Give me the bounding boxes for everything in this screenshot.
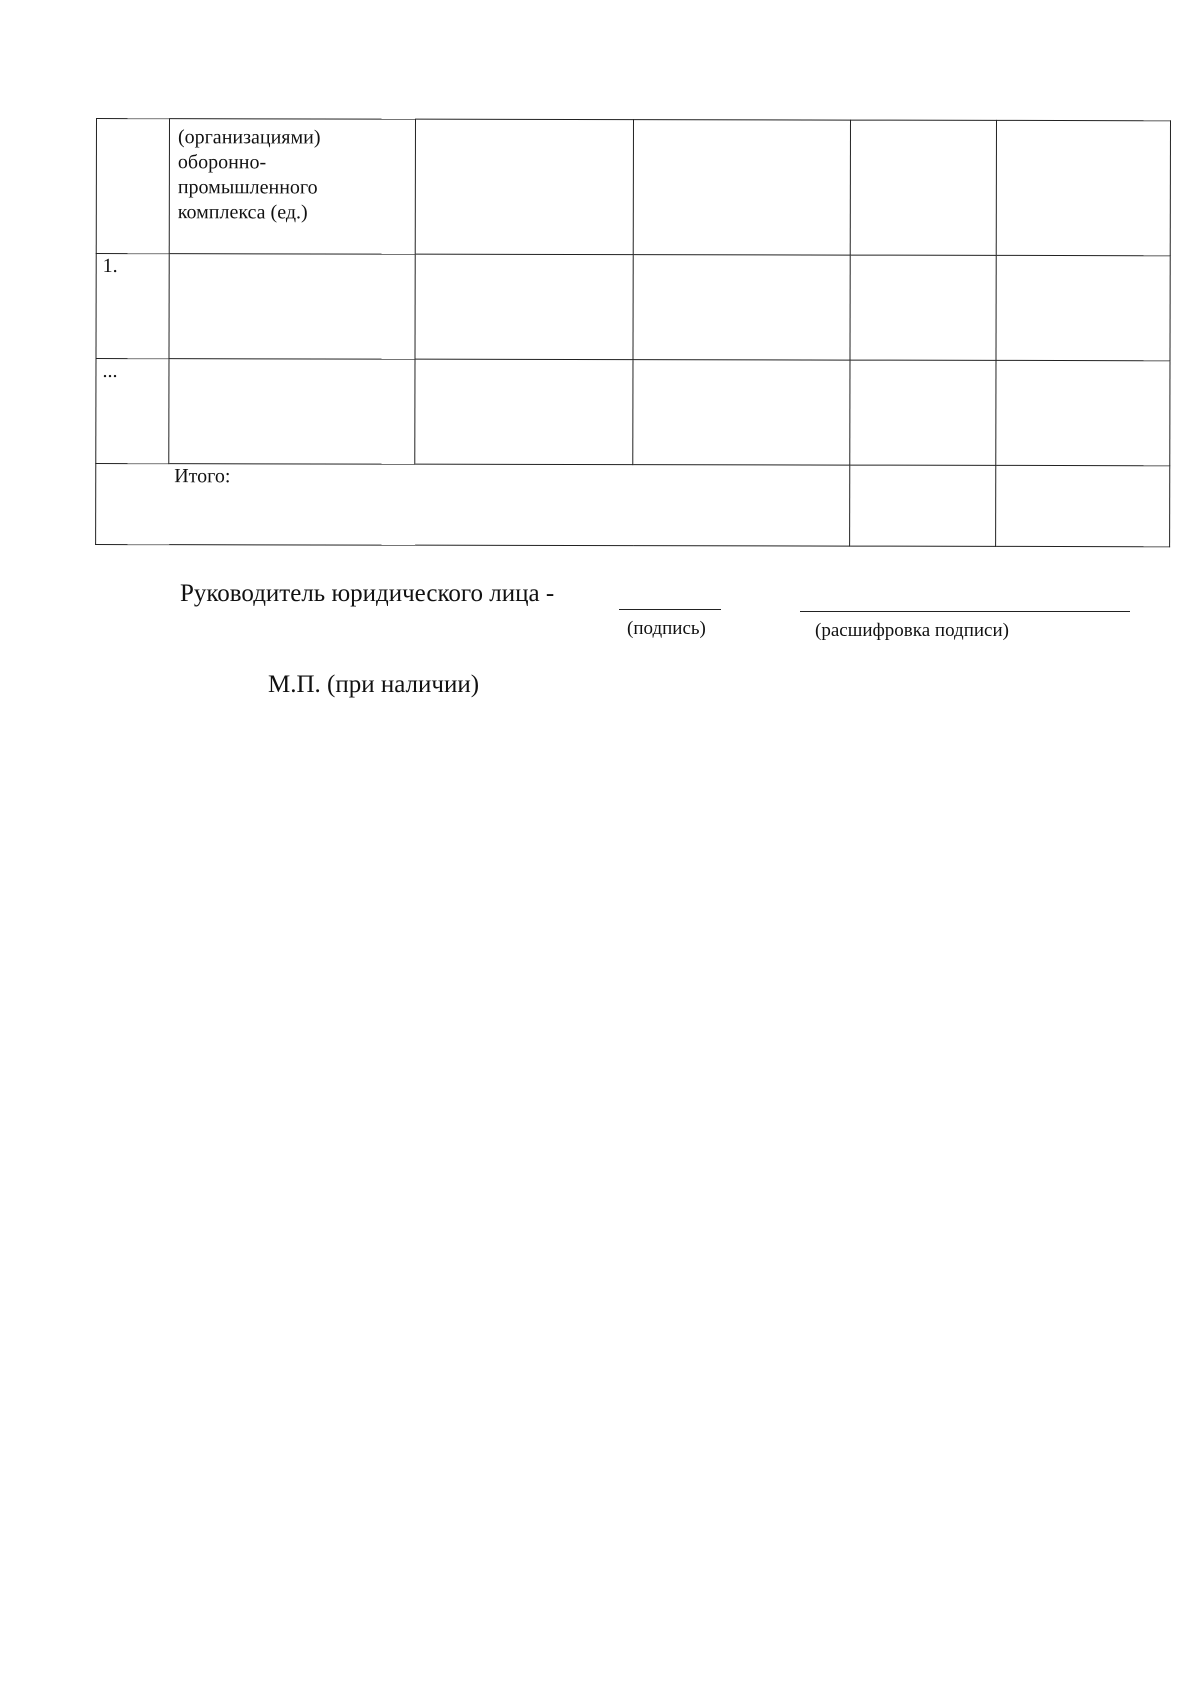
- table-cell: [850, 360, 996, 465]
- table-cell: [96, 119, 169, 254]
- table-cell: [996, 120, 1170, 255]
- signature-lead-text: Руководитель юридического лица -: [180, 580, 555, 607]
- signature-decode-caption: (расшифровка подписи): [815, 620, 1009, 641]
- table-cell: [415, 254, 633, 359]
- table-cell: [850, 465, 996, 546]
- signature-field-line: [619, 609, 721, 610]
- table-cell: [169, 254, 415, 360]
- table-cell: [996, 255, 1170, 360]
- report-table: [95, 118, 1171, 547]
- table-header-continuation-row: [96, 119, 1170, 256]
- stamp-place-text: М.П. (при наличии): [268, 671, 480, 698]
- table-cell-label: [169, 119, 415, 255]
- table-cell: [169, 359, 415, 465]
- total-label: Итого:: [174, 465, 231, 488]
- row-number-cell: [96, 359, 169, 464]
- table-cell: [415, 119, 633, 254]
- table-total-row: [96, 464, 1170, 547]
- table-row: [96, 359, 1170, 466]
- row-number: 1.: [102, 255, 118, 278]
- table-cell: [633, 120, 850, 255]
- table-cell: [996, 360, 1170, 465]
- table-cell: [633, 255, 850, 360]
- signature-caption: (подпись): [627, 618, 706, 639]
- table-cell: [633, 360, 850, 465]
- table-cell: [996, 465, 1170, 546]
- header-label-text: (организациями) оборонно-промышленного комплекса (ед.): [177, 126, 321, 224]
- signature-decode-field-line: [800, 611, 1130, 612]
- total-label-cell: [96, 464, 850, 547]
- table-row: [96, 254, 1170, 361]
- row-number-cell: [96, 254, 169, 359]
- table-cell: [850, 255, 996, 360]
- table-cell: [415, 359, 633, 464]
- table-cell: [850, 120, 996, 255]
- row-number: ...: [102, 360, 118, 383]
